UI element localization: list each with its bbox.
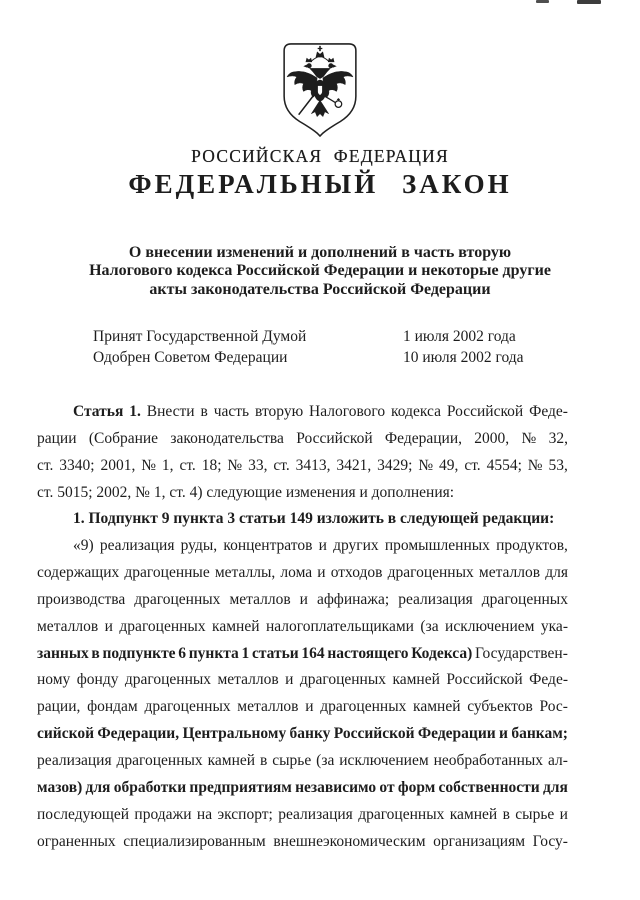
country-name: РОССИЙСКАЯ ФЕДЕРАЦИЯ [191, 146, 449, 166]
document-type: ФЕДЕРАЛЬНЫЙ ЗАКОН [128, 169, 512, 199]
body-line: рации (Собрание законодательства Российской Федерации, 2000, № 32, [37, 429, 568, 447]
adoption-date: 1 июля 2002 года [403, 328, 516, 346]
body-line: рации, фондам драгоценных металлов и драгоценных камней субъектов Рос- [37, 698, 568, 716]
body-line: сийской Федерации, Центральному банку Российской Федерации и банкам; [37, 725, 568, 743]
document-title [0, 244, 640, 299]
adoption-row [93, 348, 640, 368]
russia-coat-of-arms-icon [281, 42, 359, 137]
adoption-label: Одобрен Советом Федерации [93, 348, 288, 366]
adoption-label: Принят Государственной Думой [93, 328, 307, 346]
title-line: акты законодательства Российской Федерации [149, 280, 491, 298]
body-line: ограненных специализированным внешнеэкономическим организациям Госу- [37, 832, 568, 850]
body-line: Статья 1. Внести в часть вторую Налогового кодекса Российской Феде- [73, 403, 568, 421]
body-line: содержащих драгоценные металлы, лома и отходов драгоценных металлов для [37, 564, 568, 582]
scan-artifact [577, 0, 601, 4]
body-line: ст. 5015; 2002, № 1, ст. 4) следующие изменения и дополнения: [37, 483, 455, 501]
adoption-block [93, 327, 640, 368]
body-line: 1. Подпункт 9 пункта 3 статьи 149 изложить в следующей редакции: [73, 510, 555, 528]
body-text [37, 399, 568, 855]
body-line: металлов и драгоценных камней налогоплательщиками (за исключением ука- [37, 617, 568, 635]
body-line: мазов) для обработки предприятиям независимо от форм собственности для [37, 778, 568, 796]
body-line: реализация драгоценных камней в сырье (за исключением необработанных ал- [37, 752, 568, 769]
title-line: Налогового кодекса Российской Федерации и некоторые другие [89, 262, 551, 280]
title-line: О внесении изменений и дополнений в часть вторую [128, 244, 512, 261]
adoption-date: 10 июля 2002 года [403, 348, 524, 366]
body-line: последующей продажи на экспорт; реализация драгоценных камней в сырье и [37, 805, 568, 823]
body-line: занных в подпункте 6 пункта 1 статьи 164 настоящего Кодекса) Государствен- [37, 644, 568, 662]
body-line: производства драгоценных металлов и аффинажа; реализация драгоценных [37, 590, 568, 608]
adoption-row [93, 327, 640, 347]
body-line: «9) реализация руды, концентратов и других промышленных продуктов, [73, 537, 568, 555]
body-line: ст. 3340; 2001, № 1, ст. 18; № 33, ст. 3413, 3421, 3429; № 49, ст. 4554; № 53, [37, 456, 568, 474]
scan-artifact [536, 0, 549, 3]
body-line: ному фонду драгоценных металлов и драгоценных камней Российской Феде- [37, 671, 568, 689]
